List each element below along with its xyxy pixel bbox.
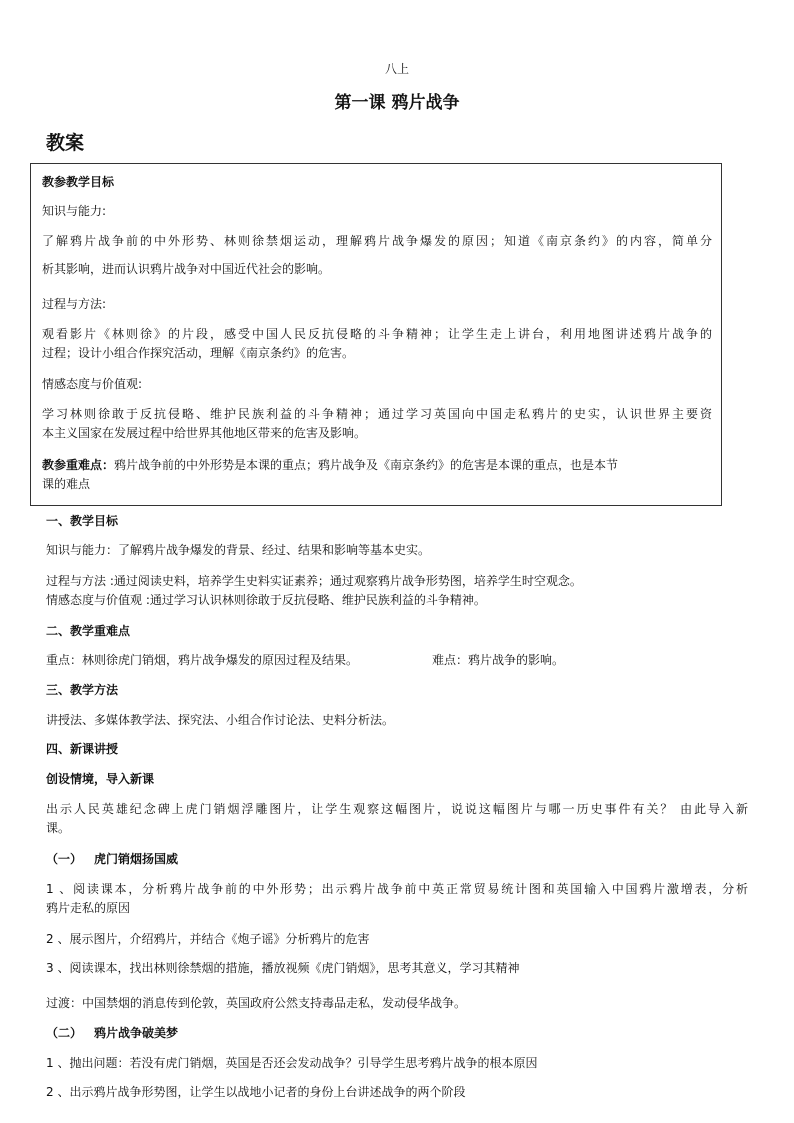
intro-text-line2: 课。 bbox=[46, 821, 71, 835]
emotion-text-line2: 本主义国家在发展过程中给世界其他地区带来的危害及影响。 bbox=[42, 426, 367, 440]
part1-item2: 2 、展示图片，介绍鸦片，并结合《炮子谣》分析鸦片的危害 bbox=[46, 932, 370, 946]
emotion-text-line1: 学习林则徐敢于反抗侵略、维护民族利益的斗争精神；通过学习英国向中国走私鸦片的史实，认识世界主要资 bbox=[42, 407, 712, 421]
process-text-line1: 观看影片《林则徐》的片段，感受中国人民反抗侵略的斗争精神；让学生走上讲台，利用地图讲述鸦片战争的 bbox=[42, 327, 712, 341]
section3-methods: 讲授法、多媒体教学法、探究法、小组合作讨论法、史料分析法。 bbox=[46, 713, 395, 727]
section1-emotion: 情感态度与价值观 :通过学习认识林则徐敢于反抗侵略、维护民族利益的斗争精神。 bbox=[46, 593, 486, 607]
process-label: 过程与方法: bbox=[42, 297, 107, 311]
part2-title: 鸦片战争破美梦 bbox=[94, 1026, 179, 1040]
section3-heading: 三、教学方法 bbox=[46, 683, 119, 697]
difficulty-line1 bbox=[42, 459, 712, 471]
knowledge-text-line1: 了解鸦片战争前的中外形势、林则徐禁烟运动，理解鸦片战争爆发的原因；知道《南京条约》的内容，简单分 bbox=[42, 234, 712, 248]
part2-item1: 1 、抛出问题：若没有虎门销烟，英国是否还会发动战争？引导学生思考鸦片战争的根本原因 bbox=[46, 1056, 538, 1070]
knowledge-text-line2: 析其影响，进而认识鸦片战争对中国近代社会的影响。 bbox=[42, 262, 331, 276]
part1-item1-line1: 1 、阅读课本，分析鸦片战争前的中外形势；出示鸦片战争前中英正常贸易统计图和英国输入中国鸦片激增表，分析 bbox=[46, 882, 748, 896]
part1-title: 虎门销烟扬国威 bbox=[94, 852, 179, 866]
difficulty-text: 鸦片战争前的中外形势是本课的重点；鸦片战争及《南京条约》的危害是本课的重点，也是本节 bbox=[114, 458, 619, 472]
intro-text-line1: 出示人民英雄纪念碑上虎门销烟浮雕图片，让学生观察这幅图片，说说这幅图片与哪一历史事件有关？ 由此导入新 bbox=[46, 802, 748, 816]
lesson-title: 第一课 鸦片战争 bbox=[334, 93, 460, 113]
grade-label: 八上 bbox=[384, 62, 409, 76]
section-title: 教案 bbox=[46, 132, 85, 154]
part2-number: （二） bbox=[46, 1026, 83, 1040]
difficulty-label: 教参重难点： bbox=[42, 458, 115, 472]
part1-item3: 3 、阅读课本，找出林则徐禁烟的措施，播放视频《虎门销烟》，思考其意义，学习其精神 bbox=[46, 961, 520, 975]
part2-heading bbox=[46, 1027, 178, 1039]
difficulty-line2: 课的难点 bbox=[42, 477, 91, 491]
box-heading: 教参教学目标 bbox=[42, 175, 115, 189]
transition-text: 过渡：中国禁烟的消息传到伦敦，英国政府公然支持毒品走私，发动侵华战争。 bbox=[46, 996, 467, 1010]
section4-subheading: 创设情境，导入新课 bbox=[46, 772, 155, 786]
emotion-label: 情感态度与价值观: bbox=[42, 377, 143, 391]
section2-key-point: 重点：林则徐虎门销烟，鸦片战争爆发的原因过程及结果。 bbox=[46, 653, 359, 667]
part1-item1-line2: 鸦片走私的原因 bbox=[46, 901, 131, 915]
part1-number: （一） bbox=[46, 852, 83, 866]
section2-heading: 二、教学重难点 bbox=[46, 624, 131, 638]
section4-heading: 四、新课讲授 bbox=[46, 742, 119, 756]
section2-difficult-point: 难点：鸦片战争的影响。 bbox=[432, 653, 565, 667]
process-text-line2: 过程；设计小组合作探究活动，理解《南京条约》的危害。 bbox=[42, 346, 355, 360]
section1-knowledge: 知识与能力：了解鸦片战争爆发的背景、经过、结果和影响等基本史实。 bbox=[46, 543, 431, 557]
section1-heading: 一、教学目标 bbox=[46, 514, 119, 528]
part1-heading bbox=[46, 853, 178, 865]
part2-item2: 2 、出示鸦片战争形势图，让学生以战地小记者的身份上台讲述战争的两个阶段 bbox=[46, 1085, 466, 1099]
section1-process: 过程与方法 :通过阅读史料，培养学生史料实证素养；通过观察鸦片战争形势图，培养学生时空观念。 bbox=[46, 574, 582, 588]
knowledge-label: 知识与能力: bbox=[42, 204, 107, 218]
